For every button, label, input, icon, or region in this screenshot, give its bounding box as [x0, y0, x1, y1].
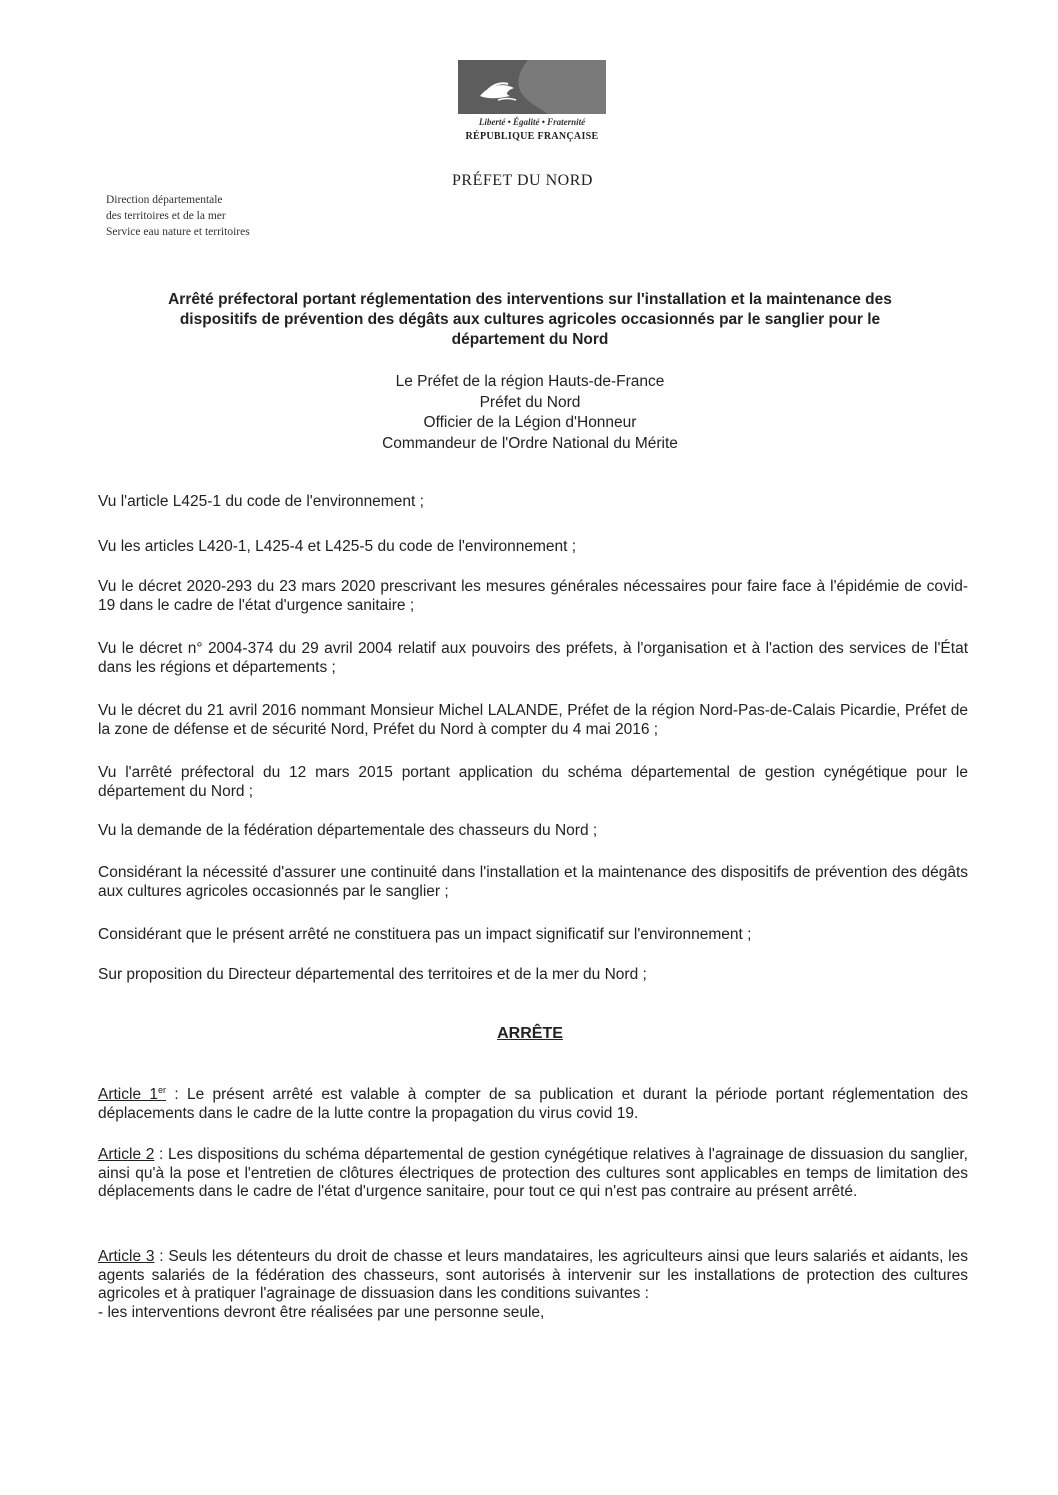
article-label: Article 1er — [98, 1084, 167, 1103]
republic-motto: Liberté • Égalité • Fraternité — [478, 117, 586, 127]
article-label: Article 2 — [98, 1146, 155, 1163]
article-1 — [98, 1086, 968, 1123]
consideration-paragraph: Vu l'article L425-1 du code de l'environnement ; — [98, 493, 424, 510]
marianne-emblem-icon — [458, 60, 606, 114]
title-line: Arrêté préfectoral portant réglementation des interventions sur l'installation et la maintenance des — [168, 291, 892, 308]
issuing-direction — [106, 192, 250, 240]
republic-name: RÉPUBLIQUE FRANÇAISE — [465, 131, 599, 142]
consideration-paragraph: Vu les articles L420-1, L425-4 et L425-5 du code de l'environnement ; — [98, 538, 577, 555]
consideration-paragraph: Considérant la nécessité d'assurer une continuité dans l'installation et la maintenance des dispositifs de prévention des dégâts aux cultures agricoles occasionnés par le sanglier ; — [98, 864, 968, 900]
signatory-line: Préfet du Nord — [479, 393, 581, 411]
direction-line: Service eau nature et territoires — [106, 226, 250, 238]
article-list-item: - les interventions devront être réalisées par une personne seule, — [98, 1303, 545, 1321]
title-line: dispositifs de prévention des dégâts aux cultures agricoles occasionnés par le sanglier pour le — [179, 311, 881, 328]
marianne-logo — [456, 60, 608, 146]
signatory-line: Commandeur de l'Ordre National du Mérite — [382, 434, 678, 452]
prefet-title: PRÉFET DU NORD — [452, 172, 593, 189]
consideration-paragraph: Vu le décret 2020-293 du 23 mars 2020 prescrivant les mesures générales nécessaires pour faire face à l'épidémie de covid-19 dans le cadre de l'état d'urgence sanitaire ; — [98, 578, 968, 614]
consideration-paragraph: Vu la demande de la fédération départementale des chasseurs du Nord ; — [98, 822, 598, 839]
consideration-paragraph: Vu le décret du 21 avril 2016 nommant Monsieur Michel LALANDE, Préfet de la région Nord-Pas-de-Calais Picardie, Préfet de la zone de défense et de sécurité Nord, Préfet du Nord à compter du 4 mai 2016 ; — [98, 702, 968, 738]
signatory-line: Le Préfet de la région Hauts-de-France — [395, 373, 665, 390]
decree-title — [100, 290, 960, 350]
direction-line: Direction départementale — [106, 194, 223, 206]
article-text: : Le présent arrêté est valable à compter de sa publication et durant la période portant réglementation des déplacements dans le cadre de la lutte contre la propagation du virus covid 19. — [98, 1086, 968, 1122]
signatory-line: Officier de la Légion d'Honneur — [423, 414, 637, 431]
consideration-paragraph: Vu le décret n° 2004-374 du 29 avril 2004 relatif aux pouvoirs des préfets, à l'organisation et à l'action des services de l'État dans les régions et départements ; — [98, 640, 968, 676]
consideration-paragraph: Considérant que le présent arrêté ne constituera pas un impact significatif sur l'environnement ; — [98, 926, 752, 943]
consideration-paragraph: Sur proposition du Directeur départemental des territoires et de la mer du Nord ; — [98, 966, 647, 983]
arrete-heading: ARRÊTE — [497, 1025, 563, 1042]
article-3 — [98, 1248, 968, 1322]
article-label: Article 3 — [98, 1248, 155, 1265]
consideration-paragraph: Vu l'arrêté préfectoral du 12 mars 2015 portant application du schéma départemental de gestion cynégétique pour le département du Nord ; — [98, 764, 968, 800]
article-text: : Les dispositions du schéma départemental de gestion cynégétique relatives à l'agrainage de dissuasion du sanglier, ainsi qu'à la pose et l'entretien de clôtures électriques de protection des cultures sont applicables en temps de limitation des déplacements dans le cadre de l'état d'urgence sanitaire, pour tout ce qui n'est pas contraire au présent arrêté. — [98, 1146, 968, 1200]
title-line: département du Nord — [451, 331, 609, 348]
article-text: : Seuls les détenteurs du droit de chasse et leurs mandataires, les agriculteurs ainsi que leurs salariés et aidants, les agents salariés de la fédération des chasseurs, sont autorisés à intervenir sur les installations de protection des cultures agricoles et à pratiquer l'agrainage de dissuasion dans les conditions suivantes : — [98, 1248, 968, 1302]
direction-line: des territoires et de la mer — [106, 210, 226, 222]
article-2 — [98, 1146, 968, 1202]
signatory-titles — [300, 372, 760, 454]
